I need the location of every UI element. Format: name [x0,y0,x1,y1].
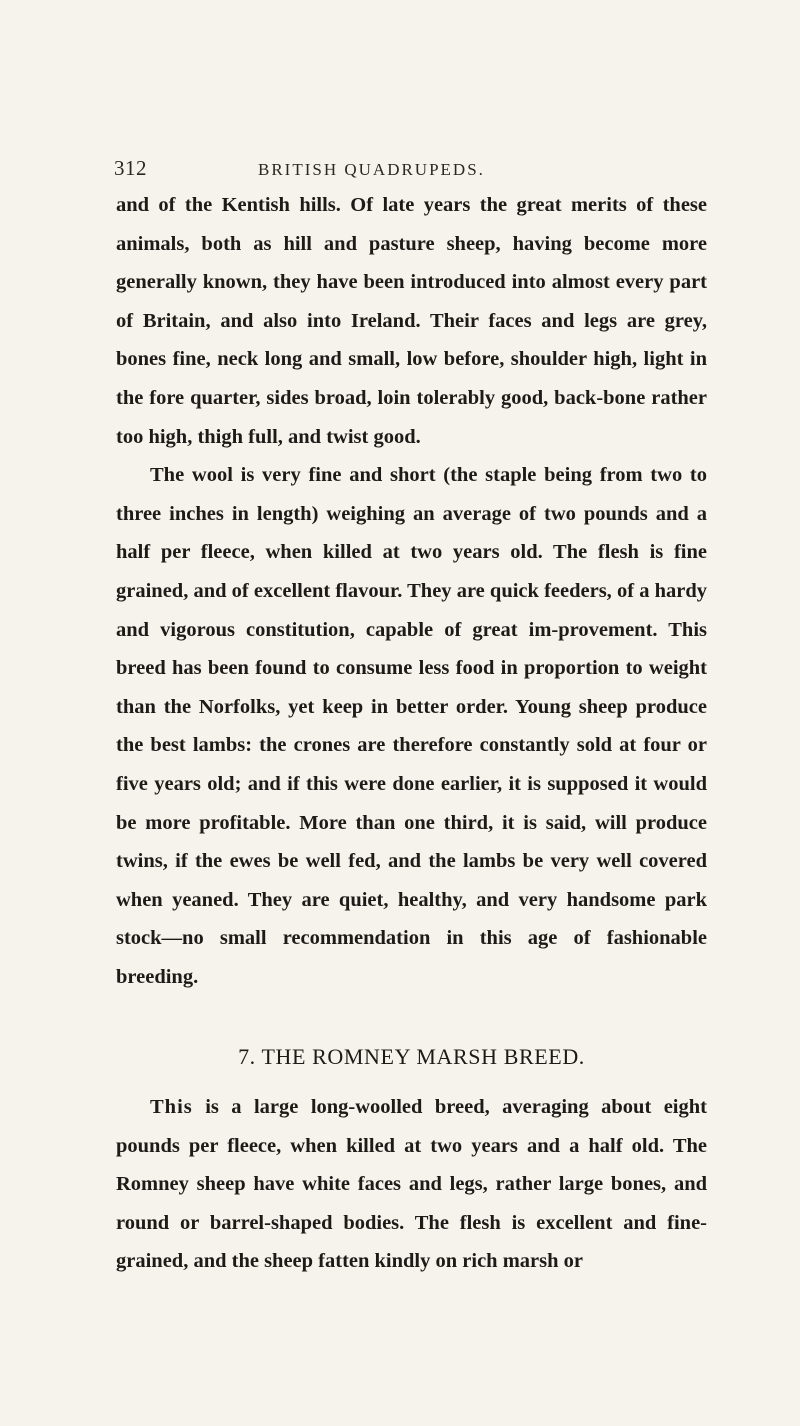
paragraph-wool: The wool is very fine and short (the staple being from two to three inches in length) weighing an average of two pounds and a half per fleece, when killed at two years old. The flesh is fine grained, and of excellent flavour. They are quick feeders, of a hardy and vigorous constitution, capable of great im-provement. This breed has been found to consume less food in proportion to weight than the Norfolks, yet keep in better order. Young sheep produce the best lambs: the crones are therefore constantly sold at four or five years old; and if this were done earlier, it is supposed it would be more profitable. More than one third, it is said, will produce twins, if the ewes be well fed, and the lambs be very well covered when yeaned. They are quiet, healthy, and very handsome park stock—no small recommendation in this age of fashionable breeding. [116,464,707,988]
page-number: 312 [114,156,147,180]
paragraph-continued: and of the Kentish hills. Of late years the great merits of these animals, both as hill and pasture sheep, having become more generally known, they have been introduced into almost every part of Britain, and also into Ireland. Their faces and legs are grey, bones fine, neck long and small, low before, shoulder high, light in the fore quarter, sides broad, loin tolerably good, back-bone rather too high, thigh full, and twist good. [116,194,707,448]
paragraph-romney [116,1088,707,1281]
paragraph-romney-text: is a large long-woolled breed, averaging about eight pounds per fleece, when killed at two years and a half old. The Romney sheep have white faces and legs, rather large bones, and round or barrel-shaped bodies. The flesh is excellent and fine-grained, and the sheep fatten kindly on rich marsh or [116,1096,707,1273]
first-word-small-caps: This [150,1096,193,1118]
body-text [116,186,707,996]
section-body [116,1088,707,1281]
section-heading: 7. THE ROMNEY MARSH BREED. [238,1044,585,1069]
running-head: BRITISH QUADRUPEDS. [258,160,485,179]
